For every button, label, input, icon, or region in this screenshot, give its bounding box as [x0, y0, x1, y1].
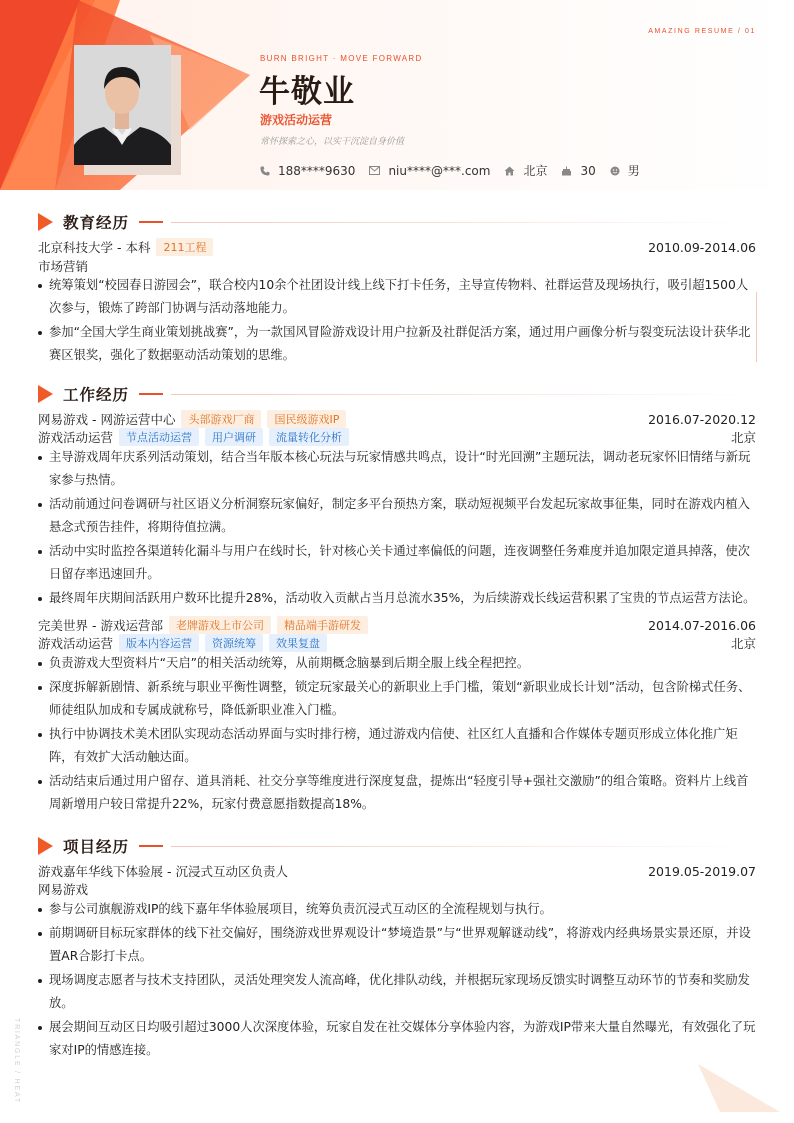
list-item: 参加“全国大学生商业策划挑战赛”，为一款国风冒险游戏设计用户拉新及社群促活方案，通过用户画像分析与裂变玩法设计获华北赛区银奖，强化了数据驱动活动策划的思维。 [38, 321, 756, 367]
education-date: 2010.09-2014.06 [648, 239, 756, 255]
education-row [38, 238, 756, 256]
slogan: BURN BRIGHT · MOVE FORWARD [260, 54, 423, 63]
section-education-header [38, 211, 758, 233]
phone-icon [260, 166, 270, 176]
school-badge: 211工程 [156, 238, 213, 256]
gender: 男 [627, 164, 640, 178]
job-date: 2016.07-2020.12 [648, 411, 756, 427]
project-name: 游戏嘉年华线下体验展 - 沉浸式互动区负责人 [38, 864, 288, 879]
mail-icon [369, 166, 380, 175]
triangle-icon [38, 385, 53, 403]
avatar-illustration [74, 45, 171, 165]
home-icon [504, 166, 515, 176]
divider-line [171, 846, 758, 847]
motto: 常怀探索之心，以实干沉淀自身价值 [260, 137, 405, 147]
major: 市场营销 [38, 259, 89, 274]
contact-gender [610, 162, 640, 179]
job-date: 2014.07-2016.06 [648, 617, 756, 633]
job-title: 游戏活动运营 [260, 113, 333, 127]
role: 游戏活动运营 [38, 430, 114, 445]
job-location: 北京 [730, 430, 756, 445]
company-name: 完美世界 - 游戏运营部 [38, 618, 163, 633]
contact-city [504, 162, 547, 179]
list-item: 主导游戏周年庆系列活动策划，结合当年版本核心玩法与玩家情感共鸣点，设计“时光回溯”主题玩法，调动老玩家怀旧情绪与新玩家参与热情。 [38, 446, 756, 492]
list-item: 前期调研目标玩家群体的线下社交偏好，围绕游戏世界观设计“梦境造景”与“世界观解谜动线”，将游戏内经典场景实景还原，并设置AR合影打卡点。 [38, 922, 756, 968]
skill-tag: 资源统筹 [205, 634, 263, 652]
divider-line [171, 394, 758, 395]
divider-line [171, 222, 758, 223]
cake-icon [561, 166, 572, 176]
smile-icon [610, 166, 620, 176]
top-tag: AMAZING RESUME / 01 [648, 28, 756, 35]
decorative-line [756, 292, 757, 362]
project-org: 网易游戏 [38, 882, 89, 897]
company-tag: 精品端手游研发 [277, 616, 368, 634]
phone-number: 188****9630 [278, 163, 356, 178]
list-item: 活动前通过问卷调研与社区语义分析洞察玩家偏好，制定多平台预热方案，联动短视频平台发起玩家故事征集，同时在游戏内植入悬念式预告挂件，将期待值拉满。 [38, 493, 756, 539]
job-2-role-row [38, 634, 756, 652]
side-tag: TRIANGLE / HEAT [13, 1018, 20, 1104]
list-item: 参与公司旗舰游戏IP的线下嘉年华体验展项目，统筹负责沉浸式互动区的全流程规划与执行。 [38, 898, 756, 921]
skill-tag: 版本内容运营 [119, 634, 199, 652]
school-name: 北京科技大学 - 本科 [38, 240, 151, 255]
section-projects-header [38, 835, 758, 857]
list-item: 深度拆解新剧情、新系统与职业平衡性调整，锁定玩家最关心的新职业上手门槛，策划“新职业成长计划”活动，包含阶梯式任务、师徒组队加成和专属成就称号，降低新职业准入门槛。 [38, 676, 756, 722]
corner-triangle-graphic [690, 1060, 794, 1123]
job-1-company-row [38, 410, 756, 428]
list-item: 现场调度志愿者与技术支持团队，灵活处理突发人流高峰，优化排队动线，并根据玩家现场反馈实时调整互动环节的节奏和奖励发放。 [38, 969, 756, 1015]
contact-info [260, 162, 654, 179]
skill-tag: 效果复盘 [269, 634, 327, 652]
section-title: 项目经历 [63, 838, 130, 856]
section-title: 工作经历 [63, 386, 130, 404]
triangle-icon [38, 213, 53, 231]
list-item: 最终周年庆期间活跃用户数环比提升28%，活动收入贡献占当月总流水35%，为后续游戏长线运营积累了宝贵的节点运营方法论。 [38, 587, 756, 610]
accent-dash [139, 221, 163, 223]
age: 30 [580, 163, 596, 178]
project-row [38, 862, 756, 880]
triangle-icon [38, 837, 53, 855]
section-work-header [38, 383, 758, 405]
accent-dash [139, 845, 163, 847]
accent-dash [139, 393, 163, 395]
project-org-row [38, 880, 756, 898]
company-tag: 头部游戏厂商 [181, 410, 261, 428]
skill-tag: 流量转化分析 [269, 428, 349, 446]
section-title: 教育经历 [63, 214, 130, 232]
company-tag: 老牌游戏上市公司 [169, 616, 271, 634]
job-2-company-row [38, 616, 756, 634]
job-1-bullets [38, 446, 756, 611]
skill-tag: 用户调研 [205, 428, 263, 446]
company-tag: 国民级游戏IP [267, 410, 346, 428]
role: 游戏活动运营 [38, 636, 114, 651]
project-date: 2019.05-2019.07 [648, 863, 756, 879]
candidate-name: 牛敬业 [259, 74, 355, 110]
education-bullets [38, 274, 756, 368]
contact-phone [260, 164, 355, 178]
list-item: 活动中实时监控各渠道转化漏斗与用户在线时长，针对核心关卡通过率偏低的问题，连夜调整任务难度并追加限定道具掉落，使次日留存率迅速回升。 [38, 540, 756, 586]
list-item: 统筹策划“校园春日游园会”，联合校内10余个社团设计线上线下打卡任务，主导宣传物料、社群运营及现场执行，吸引超1500人次参与，锻炼了跨部门协调与活动落地能力。 [38, 274, 756, 320]
profile-photo [74, 45, 171, 165]
list-item: 负责游戏大型资料片“天启”的相关活动统筹，从前期概念脑暴到后期全服上线全程把控。 [38, 652, 756, 675]
project-bullets [38, 898, 756, 1063]
job-1-role-row [38, 428, 756, 446]
city: 北京 [523, 164, 548, 178]
skill-tag: 节点活动运营 [119, 428, 199, 446]
list-item: 执行中协调技术美术团队实现动态活动界面与实时排行榜，通过游戏内信使、社区红人直播和合作媒体专题页形成立体化推广矩阵，有效扩大活动触达面。 [38, 723, 756, 769]
list-item: 活动结束后通过用户留存、道具消耗、社交分享等维度进行深度复盘，提炼出“轻度引导+强社交激励”的组合策略。资料片上线首周新增用户较日常提升22%，玩家付费意愿指数提高18%。 [38, 770, 756, 816]
education-major-row [38, 257, 756, 275]
contact-age [561, 164, 595, 178]
job-location: 北京 [730, 636, 756, 651]
job-2-bullets [38, 652, 756, 817]
contact-email [369, 164, 490, 178]
email-address: niu****@***.com [388, 163, 491, 178]
list-item: 展会期间互动区日均吸引超过3000人次深度体验，玩家自发在社交媒体分享体验内容，为游戏IP带来大量自然曝光，有效强化了玩家对IP的情感连接。 [38, 1016, 756, 1062]
company-name: 网易游戏 - 网游运营中心 [38, 412, 176, 427]
